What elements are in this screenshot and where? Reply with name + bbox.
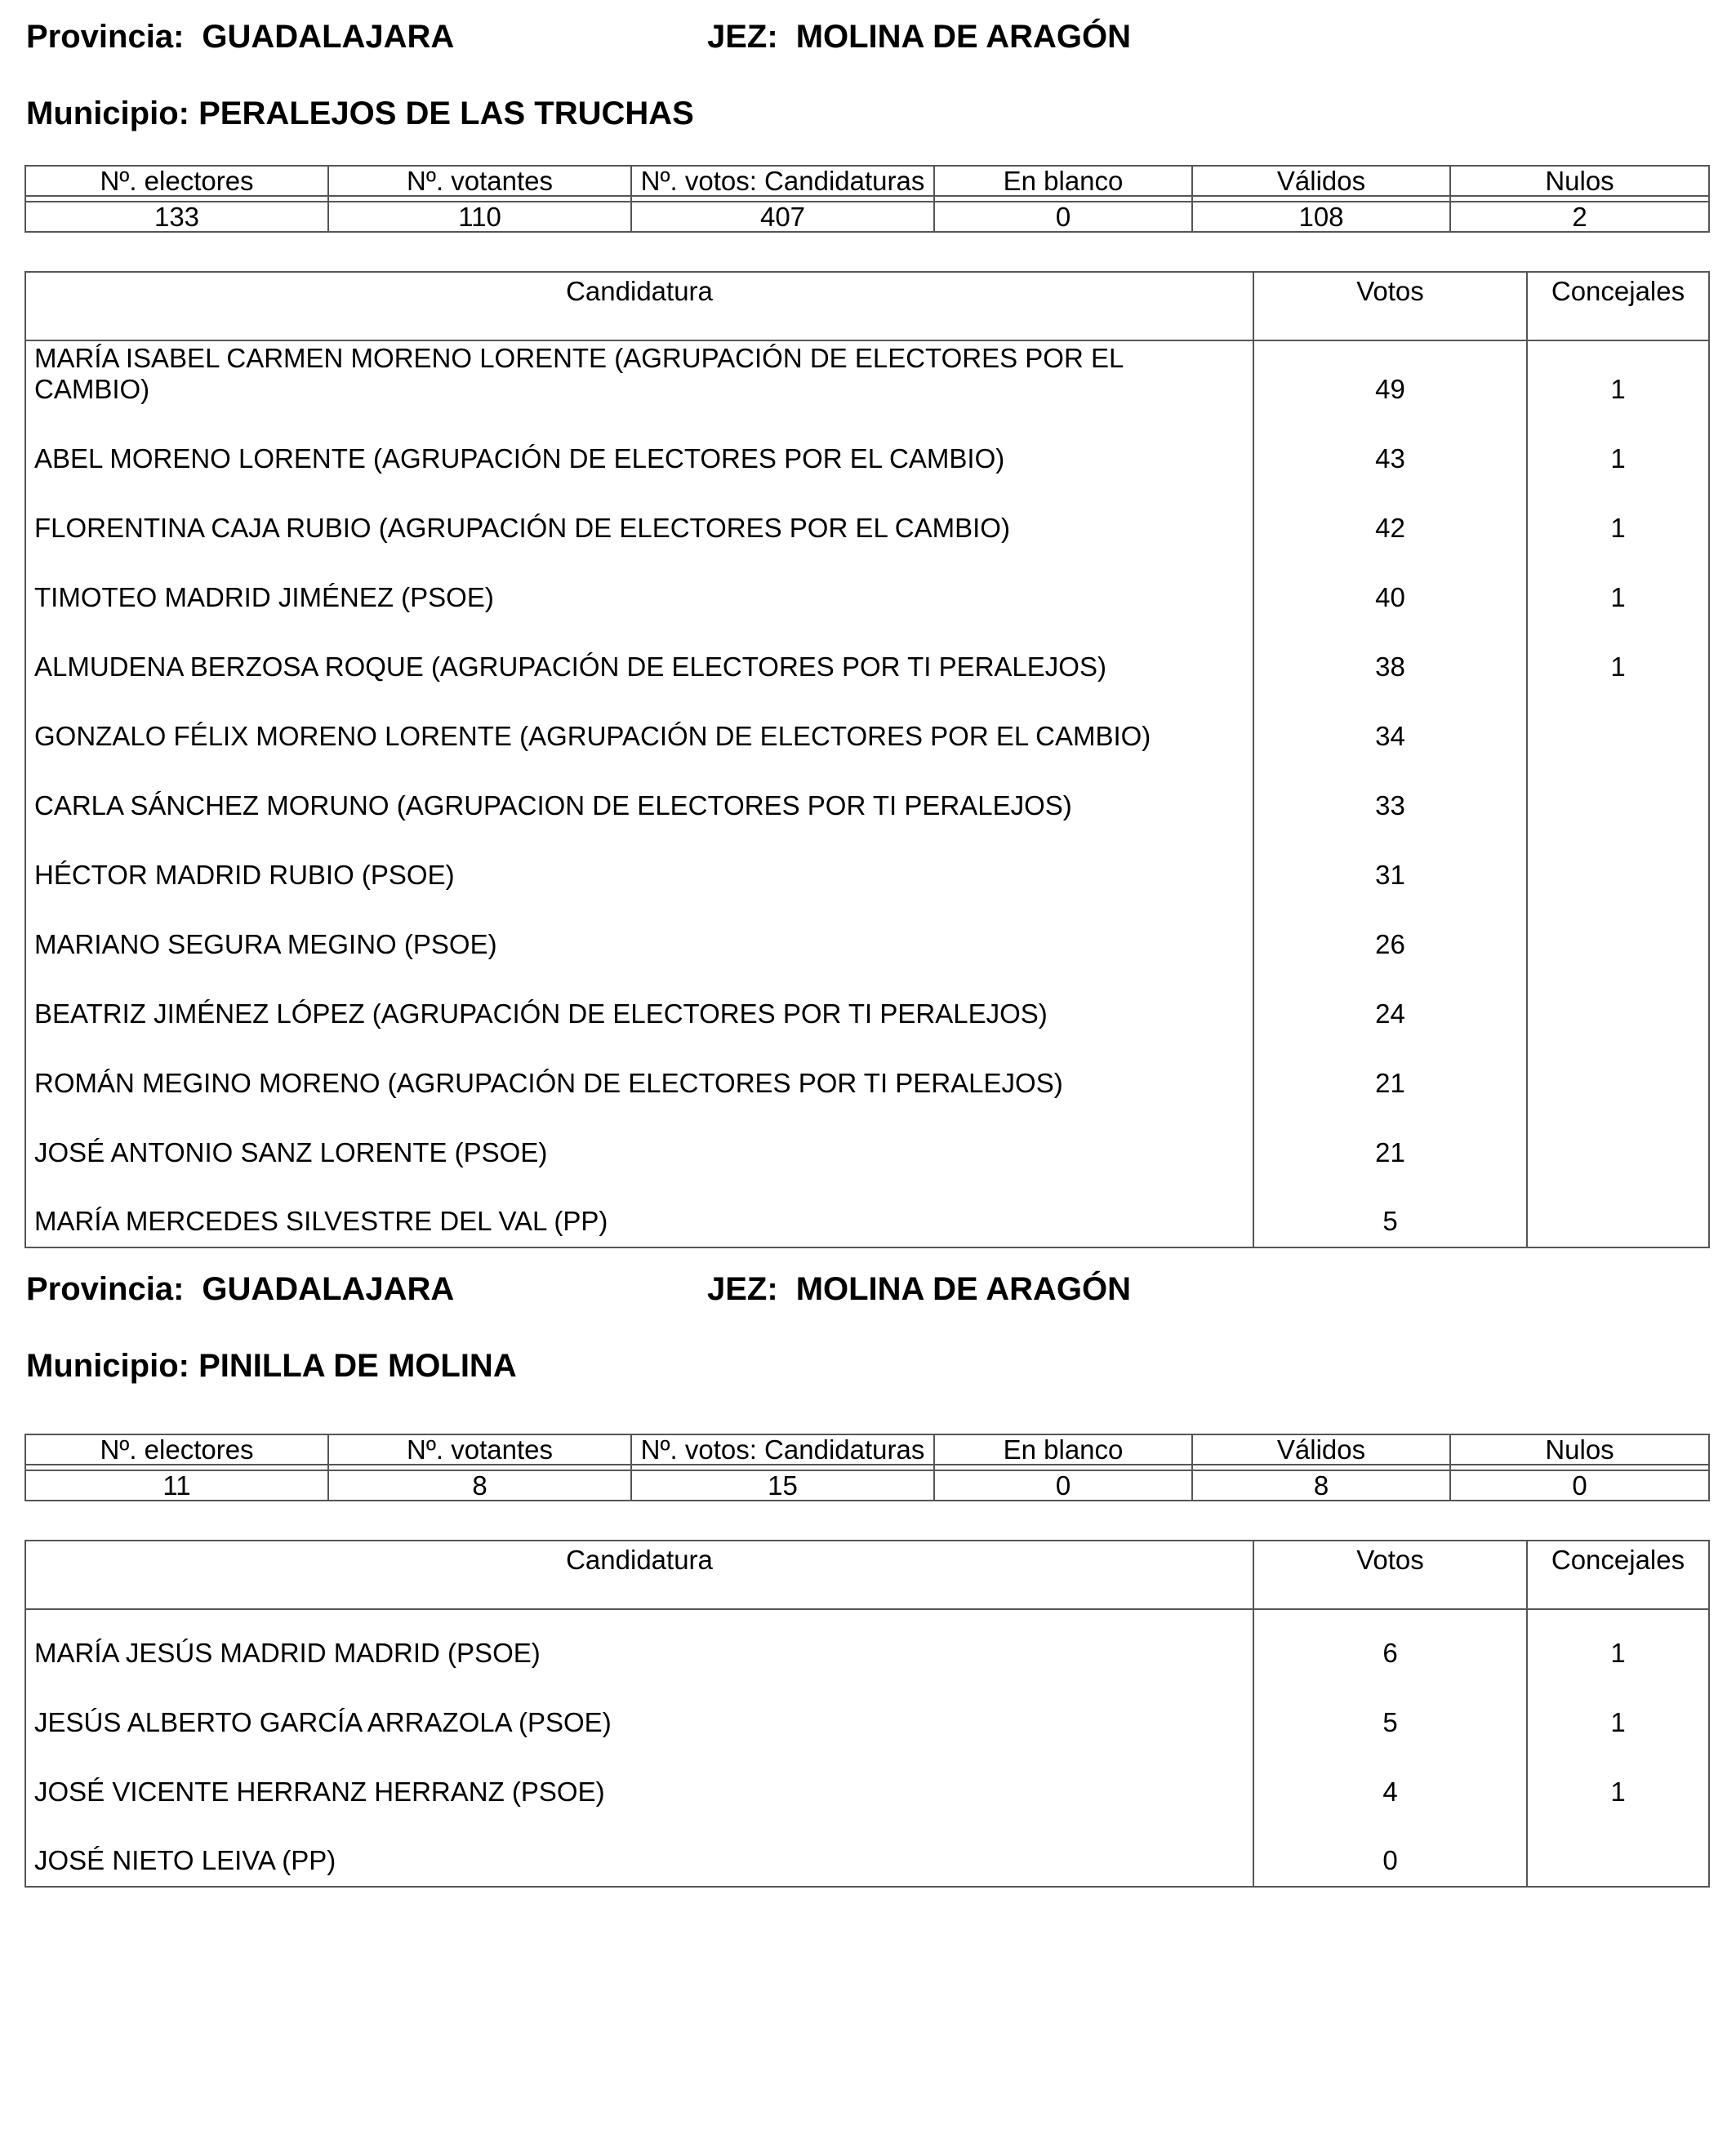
candidate-seats [1527, 1178, 1709, 1247]
candidate-name: JOSÉ ANTONIO SANZ LORENTE (PSOE) [25, 1109, 1253, 1178]
candidate-votes: 40 [1253, 554, 1527, 623]
result-row [25, 554, 1709, 623]
candidate-seats [1527, 762, 1709, 831]
candidatura-header: Candidatura [25, 272, 1253, 340]
result-row [25, 415, 1709, 484]
result-row [25, 1178, 1709, 1247]
summary-header-cell: En blanco [934, 166, 1192, 196]
candidate-seats [1527, 1039, 1709, 1109]
provincia-label: Provincia: [26, 1271, 185, 1307]
summary-header-cell: Nº. votantes [328, 166, 631, 196]
result-row [25, 831, 1709, 901]
candidate-votes: 21 [1253, 1039, 1527, 1109]
summary-value-cell: 407 [631, 202, 934, 232]
provincia-header [26, 1270, 454, 1308]
summary-value-cell: 0 [1450, 1470, 1709, 1501]
votos-header: Votos [1253, 1541, 1527, 1609]
candidate-name: MARÍA JESÚS MADRID MADRID (PSOE) [25, 1609, 1253, 1679]
summary-value-cell: 133 [25, 202, 328, 232]
candidate-seats [1527, 831, 1709, 901]
candidate-name: ABEL MORENO LORENTE (AGRUPACIÓN DE ELECTORES POR EL CAMBIO) [25, 415, 1253, 484]
result-row [25, 484, 1709, 554]
candidate-votes: 42 [1253, 484, 1527, 554]
concejales-header: Concejales [1527, 1541, 1709, 1609]
summary-header-cell: Nº. electores [25, 1434, 328, 1465]
result-row [25, 623, 1709, 692]
result-row [25, 762, 1709, 831]
candidate-name: BEATRIZ JIMÉNEZ LÓPEZ (AGRUPACIÓN DE ELECTORES POR TI PERALEJOS) [25, 970, 1253, 1039]
result-row [25, 1817, 1709, 1887]
summary-header-cell: Nº. electores [25, 166, 328, 196]
provincia-label: Provincia: [26, 19, 185, 55]
candidate-seats: 1 [1527, 1679, 1709, 1748]
result-row [25, 1679, 1709, 1748]
result-row [25, 340, 1709, 415]
concejales-header: Concejales [1527, 272, 1709, 340]
jez-label: JEZ: [707, 1271, 778, 1307]
summary-header-cell: Nº. votos: Candidaturas [631, 166, 934, 196]
candidate-name: JESÚS ALBERTO GARCÍA ARRAZOLA (PSOE) [25, 1679, 1253, 1748]
municipio-label: Municipio: [26, 96, 189, 131]
summary-value-cell: 0 [934, 1470, 1192, 1501]
candidate-votes: 49 [1253, 340, 1527, 415]
candidate-votes: 26 [1253, 901, 1527, 970]
candidate-name: MARIANO SEGURA MEGINO (PSOE) [25, 901, 1253, 970]
summary-table [24, 1434, 1710, 1501]
candidate-name: CARLA SÁNCHEZ MORUNO (AGRUPACION DE ELECTORES POR TI PERALEJOS) [25, 762, 1253, 831]
summary-header-cell: Válidos [1192, 166, 1450, 196]
candidate-votes: 5 [1253, 1679, 1527, 1748]
candidate-name: JOSÉ VICENTE HERRANZ HERRANZ (PSOE) [25, 1748, 1253, 1817]
candidate-seats: 1 [1527, 340, 1709, 415]
candidate-votes: 31 [1253, 831, 1527, 901]
candidate-seats [1527, 1817, 1709, 1887]
candidate-seats [1527, 1109, 1709, 1178]
candidate-seats [1527, 692, 1709, 762]
candidate-seats: 1 [1527, 415, 1709, 484]
summary-header-cell: Nulos [1450, 166, 1709, 196]
summary-value-cell: 108 [1192, 202, 1450, 232]
provincia-header [26, 18, 454, 56]
summary-value-row [25, 202, 1709, 232]
summary-header-cell: Válidos [1192, 1434, 1450, 1465]
summary-table [24, 165, 1710, 233]
summary-value-cell: 0 [934, 202, 1192, 232]
candidate-name: GONZALO FÉLIX MORENO LORENTE (AGRUPACIÓN DE ELECTORES POR EL CAMBIO) [25, 692, 1253, 762]
result-row [25, 1748, 1709, 1817]
candidate-votes: 4 [1253, 1748, 1527, 1817]
jez-label: JEZ: [707, 19, 778, 55]
provincia-value: GUADALAJARA [202, 1271, 455, 1307]
candidate-votes: 38 [1253, 623, 1527, 692]
jez-value: MOLINA DE ARAGÓN [795, 1271, 1132, 1307]
provincia-value: GUADALAJARA [202, 19, 455, 55]
candidate-votes: 5 [1253, 1178, 1527, 1247]
result-row [25, 901, 1709, 970]
municipio-header [26, 95, 694, 132]
summary-value-cell: 8 [328, 1470, 631, 1501]
candidate-votes: 33 [1253, 762, 1527, 831]
summary-value-cell: 11 [25, 1470, 328, 1501]
candidate-name: HÉCTOR MADRID RUBIO (PSOE) [25, 831, 1253, 901]
summary-header-cell: Nº. votantes [328, 1434, 631, 1465]
summary-header-row [25, 166, 1709, 196]
summary-value-cell: 2 [1450, 202, 1709, 232]
candidate-seats: 1 [1527, 1609, 1709, 1679]
votos-header: Votos [1253, 272, 1527, 340]
municipio-label: Municipio: [26, 1348, 189, 1384]
candidate-votes: 0 [1253, 1817, 1527, 1887]
jez-value: MOLINA DE ARAGÓN [795, 19, 1132, 55]
candidate-seats: 1 [1527, 554, 1709, 623]
summary-value-cell: 8 [1192, 1470, 1450, 1501]
result-row [25, 1039, 1709, 1109]
jez-header [707, 1270, 1131, 1308]
results-header-row [25, 1541, 1709, 1609]
summary-value-cell: 15 [631, 1470, 934, 1501]
summary-header-cell: Nulos [1450, 1434, 1709, 1465]
candidate-seats [1527, 970, 1709, 1039]
result-row [25, 970, 1709, 1039]
candidate-name: FLORENTINA CAJA RUBIO (AGRUPACIÓN DE ELECTORES POR EL CAMBIO) [25, 484, 1253, 554]
results-table [24, 271, 1710, 1248]
candidate-votes: 43 [1253, 415, 1527, 484]
jez-header [707, 18, 1131, 56]
result-row [25, 692, 1709, 762]
candidate-name: TIMOTEO MADRID JIMÉNEZ (PSOE) [25, 554, 1253, 623]
municipio-value: PERALEJOS DE LAS TRUCHAS [198, 96, 694, 131]
candidate-name: JOSÉ NIETO LEIVA (PP) [25, 1817, 1253, 1887]
candidate-name: ROMÁN MEGINO MORENO (AGRUPACIÓN DE ELECTORES POR TI PERALEJOS) [25, 1039, 1253, 1109]
candidate-name: MARÍA MERCEDES SILVESTRE DEL VAL (PP) [25, 1178, 1253, 1247]
result-row [25, 1109, 1709, 1178]
results-header-row [25, 272, 1709, 340]
candidate-votes: 34 [1253, 692, 1527, 762]
summary-header-cell: Nº. votos: Candidaturas [631, 1434, 934, 1465]
candidatura-header: Candidatura [25, 1541, 1253, 1609]
municipio-header [26, 1347, 517, 1385]
candidate-seats: 1 [1527, 484, 1709, 554]
candidate-votes: 6 [1253, 1609, 1527, 1679]
candidate-seats: 1 [1527, 623, 1709, 692]
candidate-name: ALMUDENA BERZOSA ROQUE (AGRUPACIÓN DE ELECTORES POR TI PERALEJOS) [25, 623, 1253, 692]
municipio-value: PINILLA DE MOLINA [198, 1348, 517, 1384]
candidate-seats: 1 [1527, 1748, 1709, 1817]
candidate-seats [1527, 901, 1709, 970]
results-table [24, 1540, 1710, 1888]
summary-header-cell: En blanco [934, 1434, 1192, 1465]
summary-value-row [25, 1470, 1709, 1501]
summary-value-cell: 110 [328, 202, 631, 232]
summary-header-row [25, 1434, 1709, 1465]
candidate-votes: 21 [1253, 1109, 1527, 1178]
result-row [25, 1609, 1709, 1679]
candidate-votes: 24 [1253, 970, 1527, 1039]
candidate-name: MARÍA ISABEL CARMEN MORENO LORENTE (AGRUPACIÓN DE ELECTORES POR EL CAMBIO) [25, 340, 1253, 415]
